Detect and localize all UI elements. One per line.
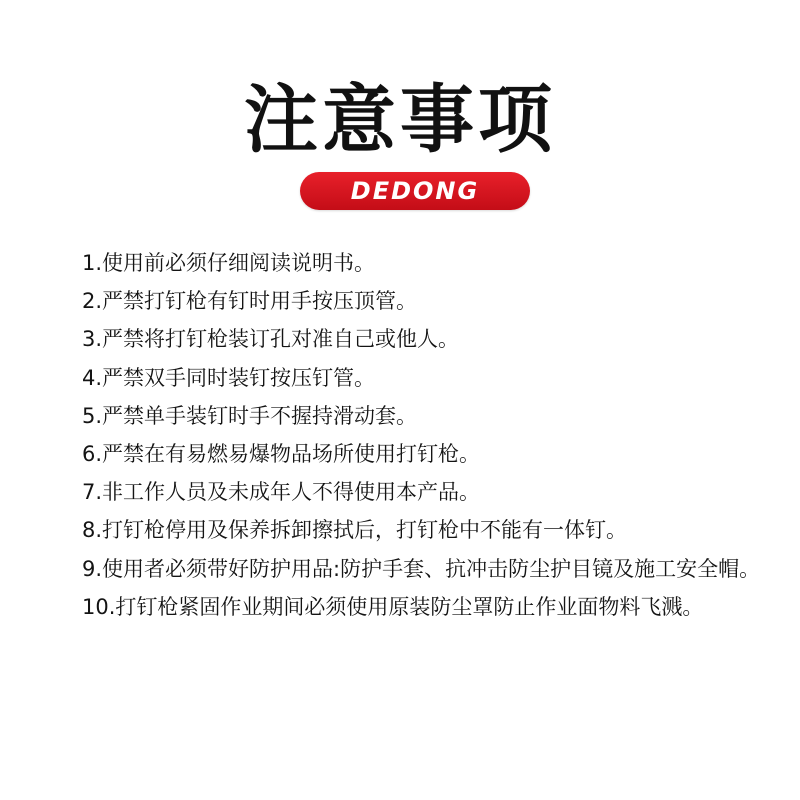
precaution-item-5: 5.严禁单手装钉时手不握持滑动套。 (82, 403, 418, 428)
precaution-item-2: 2.严禁打钉枪有钉时用手按压顶管。 (82, 289, 418, 314)
brand-logo-text: DEDONG (350, 177, 480, 205)
precaution-item-4: 4.严禁双手同时装钉按压钉管。 (82, 365, 376, 390)
precaution-item-6: 6.严禁在有易燃易爆物品场所使用打钉枪。 (82, 442, 481, 467)
brand-badge (300, 172, 530, 210)
precaution-item-9: 9.使用者必须带好防护用品:防护手套、抗冲击防尘护目镜及施工安全帽。 (82, 556, 761, 581)
precaution-item-8: 8.打钉枪停用及保养拆卸擦拭后，打钉枪中不能有一体钉。 (82, 518, 628, 543)
precautions-list (82, 244, 772, 626)
precaution-item-10: 10.打钉枪紧固作业期间必须使用原装防尘罩防止作业面物料飞溅。 (82, 594, 704, 619)
precaution-item-7: 7.非工作人员及未成年人不得使用本产品。 (82, 480, 481, 505)
precaution-item-1: 1.使用前必须仔细阅读说明书。 (82, 251, 376, 275)
precaution-item-3: 3.严禁将打钉枪装订孔对准自己或他人。 (82, 327, 460, 352)
page-title: 注意事项 (244, 77, 556, 163)
